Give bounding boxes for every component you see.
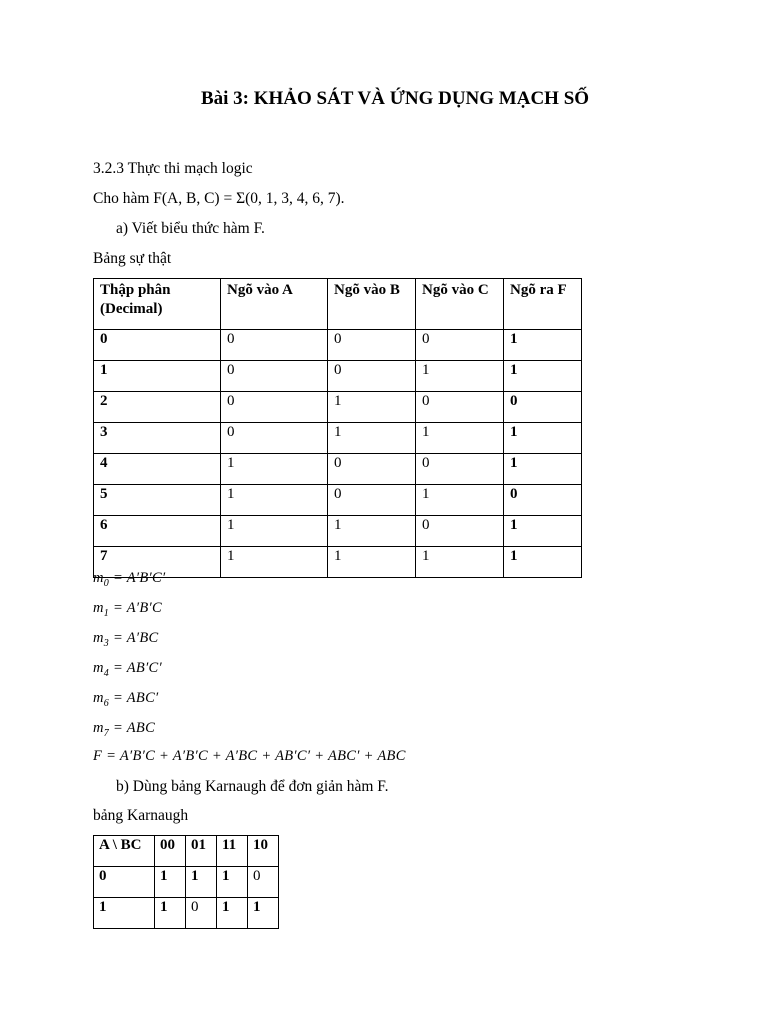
minterm-expression: = A′B′C′ xyxy=(109,570,166,586)
table-cell: 0 xyxy=(416,454,504,485)
minterm-line xyxy=(93,660,162,679)
karnaugh-cell: 0 xyxy=(186,898,217,929)
table-cell: 1 xyxy=(221,516,328,547)
table-cell: 0 xyxy=(416,392,504,423)
table-row xyxy=(94,330,582,361)
table-cell: 0 xyxy=(328,330,416,361)
table-cell: 1 xyxy=(328,516,416,547)
karnaugh-header-cell: 10 xyxy=(248,836,279,867)
table-row xyxy=(94,361,582,392)
table-cell: 1 xyxy=(328,392,416,423)
karnaugh-caption: bảng Karnaugh xyxy=(93,807,189,824)
table-row xyxy=(94,392,582,423)
minterm-expression: = ABC′ xyxy=(109,690,159,706)
minterm-line xyxy=(93,720,155,739)
minterm-index: 6 xyxy=(103,697,110,709)
table-cell: 5 xyxy=(94,485,221,516)
table-row xyxy=(94,485,582,516)
karnaugh-cell: 1 xyxy=(248,898,279,929)
table-cell: 0 xyxy=(328,485,416,516)
truth-table xyxy=(93,278,582,578)
table-cell: 1 xyxy=(416,423,504,454)
table-cell: 0 xyxy=(416,516,504,547)
table-cell: 2 xyxy=(94,392,221,423)
table-cell: 0 xyxy=(221,361,328,392)
table-cell: 1 xyxy=(328,547,416,578)
table-cell: 1 xyxy=(504,454,582,485)
minterm-line xyxy=(93,570,165,589)
minterm-symbol: m xyxy=(93,600,104,616)
table-cell: 1 xyxy=(221,485,328,516)
karnaugh-header-cell: 00 xyxy=(155,836,186,867)
table-cell: 0 xyxy=(504,392,582,423)
header-output-f: Ngõ ra F xyxy=(504,279,582,330)
karnaugh-cell: 1 xyxy=(155,867,186,898)
minterm-expression: = A′BC xyxy=(109,630,159,646)
minterm-index: 7 xyxy=(103,727,110,739)
item-a-text: a) Viết biểu thức hàm F. xyxy=(116,220,265,237)
table-cell: 1 xyxy=(416,547,504,578)
header-input-b: Ngõ vào B xyxy=(328,279,416,330)
table-cell: 1 xyxy=(328,423,416,454)
table-cell: 1 xyxy=(94,361,221,392)
karnaugh-row-label: 1 xyxy=(94,898,155,929)
table-cell: 6 xyxy=(94,516,221,547)
table-cell: 1 xyxy=(504,423,582,454)
table-cell: 1 xyxy=(504,516,582,547)
header-input-a: Ngõ vào A xyxy=(221,279,328,330)
karnaugh-row xyxy=(94,898,279,929)
karnaugh-cell: 1 xyxy=(217,867,248,898)
karnaugh-cell: 1 xyxy=(217,898,248,929)
header-input-c: Ngõ vào C xyxy=(416,279,504,330)
karnaugh-row xyxy=(94,867,279,898)
table-cell: 0 xyxy=(416,330,504,361)
minterm-index: 1 xyxy=(103,607,110,619)
karnaugh-header-cell: A \ BC xyxy=(94,836,155,867)
karnaugh-map xyxy=(93,835,279,929)
minterm-symbol: m xyxy=(93,720,104,736)
karnaugh-row-label: 0 xyxy=(94,867,155,898)
karnaugh-header-cell: 01 xyxy=(186,836,217,867)
table-cell: 0 xyxy=(221,330,328,361)
truth-table-header xyxy=(94,279,582,330)
karnaugh-cell: 1 xyxy=(186,867,217,898)
minterm-line xyxy=(93,600,162,619)
minterm-symbol: m xyxy=(93,690,104,706)
section-heading: 3.2.3 Thực thi mạch logic xyxy=(93,160,253,177)
table-cell: 0 xyxy=(328,361,416,392)
karnaugh-header-cell: 11 xyxy=(217,836,248,867)
table-cell: 1 xyxy=(504,547,582,578)
item-b-text: b) Dùng bảng Karnaugh để đơn giản hàm F. xyxy=(116,778,389,795)
truth-table-caption: Bảng sự thật xyxy=(93,250,172,267)
table-cell: 1 xyxy=(416,361,504,392)
table-cell: 1 xyxy=(221,547,328,578)
header-decimal: Thập phân (Decimal) xyxy=(94,279,221,330)
table-row xyxy=(94,423,582,454)
table-cell: 4 xyxy=(94,454,221,485)
table-cell: 7 xyxy=(94,547,221,578)
karnaugh-header xyxy=(94,836,279,867)
page-title: Bài 3: KHẢO SÁT VÀ ỨNG DỤNG MẠCH SỐ xyxy=(200,88,590,109)
intro-text: Cho hàm F(A, B, C) = Σ(0, 1, 3, 4, 6, 7). xyxy=(93,190,345,207)
table-row xyxy=(94,547,582,578)
table-cell: 1 xyxy=(221,454,328,485)
minterm-symbol: m xyxy=(93,570,104,586)
table-cell: 1 xyxy=(416,485,504,516)
table-cell: 1 xyxy=(504,330,582,361)
karnaugh-cell: 0 xyxy=(248,867,279,898)
f-expression: F = A′B′C + A′B′C + A′BC + AB′C′ + ABC′ + ABC xyxy=(93,748,406,764)
minterm-index: 3 xyxy=(103,637,110,649)
minterm-index: 4 xyxy=(103,667,110,679)
table-row xyxy=(94,454,582,485)
table-cell: 3 xyxy=(94,423,221,454)
table-cell: 0 xyxy=(328,454,416,485)
table-cell: 0 xyxy=(504,485,582,516)
minterm-line xyxy=(93,690,159,709)
minterm-index: 0 xyxy=(103,577,110,589)
minterm-expression: = AB′C′ xyxy=(109,660,162,676)
minterm-symbol: m xyxy=(93,660,104,676)
minterm-expression: = ABC xyxy=(109,720,156,736)
karnaugh-cell: 1 xyxy=(155,898,186,929)
table-cell: 1 xyxy=(504,361,582,392)
table-cell: 0 xyxy=(221,392,328,423)
table-cell: 0 xyxy=(221,423,328,454)
table-row xyxy=(94,516,582,547)
minterm-symbol: m xyxy=(93,630,104,646)
minterm-expression: = A′B′C xyxy=(109,600,162,616)
minterm-line xyxy=(93,630,159,649)
table-cell: 0 xyxy=(94,330,221,361)
